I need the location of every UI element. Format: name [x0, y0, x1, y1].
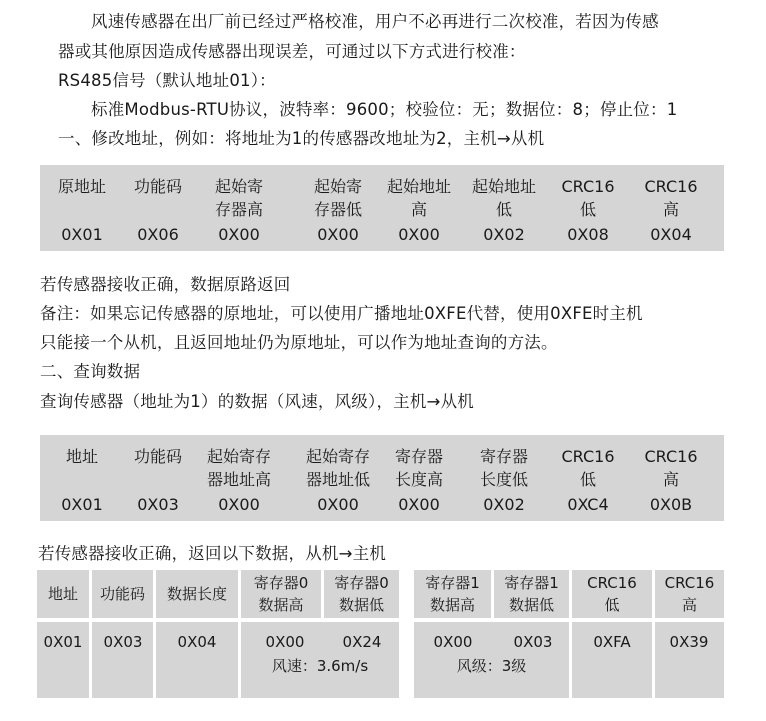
table1-header: 起始地址	[471, 177, 536, 196]
table2-header: 寄存器	[394, 447, 443, 466]
table2-header: 器地址低	[305, 470, 370, 489]
table2-header: 寄存器	[479, 447, 528, 466]
table1-value: 0X00	[218, 225, 260, 244]
intro-paragraph-line2: 器或其他原因造成传感器出现误差，可通过以下方式进行校准：	[58, 42, 526, 61]
intro-paragraph-line1: 风速传感器在出厂前已经过严格校准，用户不必再进行二次校准，若因为传感	[91, 12, 659, 31]
table2-value: 0X00	[317, 495, 359, 514]
table1-header: 高	[410, 200, 427, 219]
table1-header: 高	[662, 200, 679, 219]
table2-header: 低	[579, 470, 596, 489]
table3-value: 0X03	[103, 633, 143, 651]
table3-header: 数据高	[258, 596, 304, 614]
table1-header: 功能码	[133, 177, 182, 196]
table1-header: 起始地址	[386, 177, 451, 196]
table1-value: 0X06	[137, 225, 179, 244]
table1-value: 0X00	[398, 225, 440, 244]
table2-value: 0X02	[483, 495, 525, 514]
table3-value: 0X04	[177, 633, 217, 651]
table3-header: 寄存器0	[253, 574, 309, 592]
query-table	[40, 435, 724, 521]
table1-header: 起始寄	[214, 177, 263, 196]
table3-header: 地址	[47, 585, 78, 603]
table2-header: 长度低	[479, 470, 528, 489]
table3-header: 功能码	[99, 585, 145, 603]
section2-heading: 二、查询数据	[40, 362, 141, 381]
rs485-heading: RS485信号（默认地址01）：	[58, 71, 276, 90]
table3-value: 0XFA	[593, 633, 631, 651]
table1-value: 0X00	[317, 225, 359, 244]
table3-header: 低	[604, 596, 620, 614]
table1-value: 0X08	[567, 225, 609, 244]
table2-header: 器地址高	[206, 470, 271, 489]
table3-header: 数据低	[338, 596, 384, 614]
table1-header: CRC16	[561, 177, 615, 196]
table1-value: 0X02	[483, 225, 525, 244]
table2-value: 0X00	[218, 495, 260, 514]
table3-header: 寄存器1	[425, 574, 480, 592]
table2-header: CRC16	[561, 447, 615, 466]
table3-header: CRC16	[587, 574, 637, 592]
table1-header: 存器低	[313, 200, 362, 219]
table1-value: 0X01	[61, 225, 103, 244]
table3-header: 高	[681, 596, 697, 614]
table2-header: 地址	[65, 447, 98, 466]
table3-header: CRC16	[664, 574, 715, 592]
table1-header: 原地址	[57, 177, 106, 196]
table2-value: 0X01	[61, 495, 103, 514]
section1-heading: 一、修改地址，例如：将地址为1的传感器改地址为2，主机→从机	[58, 129, 545, 148]
response-note: 若传感器接收正确，返回以下数据，从机→主机	[38, 544, 387, 563]
table1-header: 存器高	[214, 200, 263, 219]
table1-header: 低	[495, 200, 512, 219]
table3-value: 0X00	[433, 633, 473, 651]
table2-header: CRC16	[644, 447, 698, 466]
table1-header: 起始寄	[313, 177, 362, 196]
wind-speed-value: 风速：3.6m/s	[271, 657, 369, 675]
table3-value: 0X03	[513, 633, 553, 651]
table2-header: 起始寄存	[305, 447, 370, 466]
table3-header: 数据低	[508, 596, 554, 614]
table2-value: 0X0B	[649, 495, 693, 514]
response-table	[37, 570, 724, 698]
table3-value: 0X00	[265, 633, 305, 651]
address-change-table	[40, 165, 724, 251]
table2-value: 0XC4	[567, 495, 609, 514]
query-line: 查询传感器（地址为1）的数据（风速，风级），主机→从机	[40, 392, 474, 411]
return-note: 若传感器接收正确，数据原路返回	[40, 275, 291, 294]
table3-value: 0X01	[43, 633, 83, 651]
table2-header: 起始寄存	[206, 447, 271, 466]
table3-header: 数据高	[429, 596, 475, 614]
table3-value: 0X24	[342, 633, 382, 651]
table3-header: 寄存器1	[504, 574, 559, 592]
protocol-line: 标准Modbus-RTU协议，波特率：9600；校验位：无；数据位：8；停止位：1	[91, 100, 678, 119]
wind-level-value: 风级：3级	[456, 657, 527, 675]
table2-value: 0X03	[137, 495, 179, 514]
remark-line2: 只能接一个从机，且返回地址仍为原地址，可以作为地址查询的方法。	[40, 333, 558, 352]
remark-line1: 备注：如果忘记传感器的原地址，可以使用广播地址0XFE代替，使用0XFE时主机	[40, 304, 643, 323]
table1-header: 低	[579, 200, 596, 219]
table3-header: 数据长度	[166, 585, 227, 603]
table2-header: 功能码	[133, 447, 182, 466]
table2-header: 长度高	[394, 470, 443, 489]
table1-header: CRC16	[644, 177, 698, 196]
table3-value: 0X39	[669, 633, 709, 651]
table1-value: 0X04	[650, 225, 692, 244]
table3-header: 寄存器0	[334, 574, 389, 592]
table2-value: 0X00	[398, 495, 440, 514]
table2-header: 高	[662, 470, 679, 489]
